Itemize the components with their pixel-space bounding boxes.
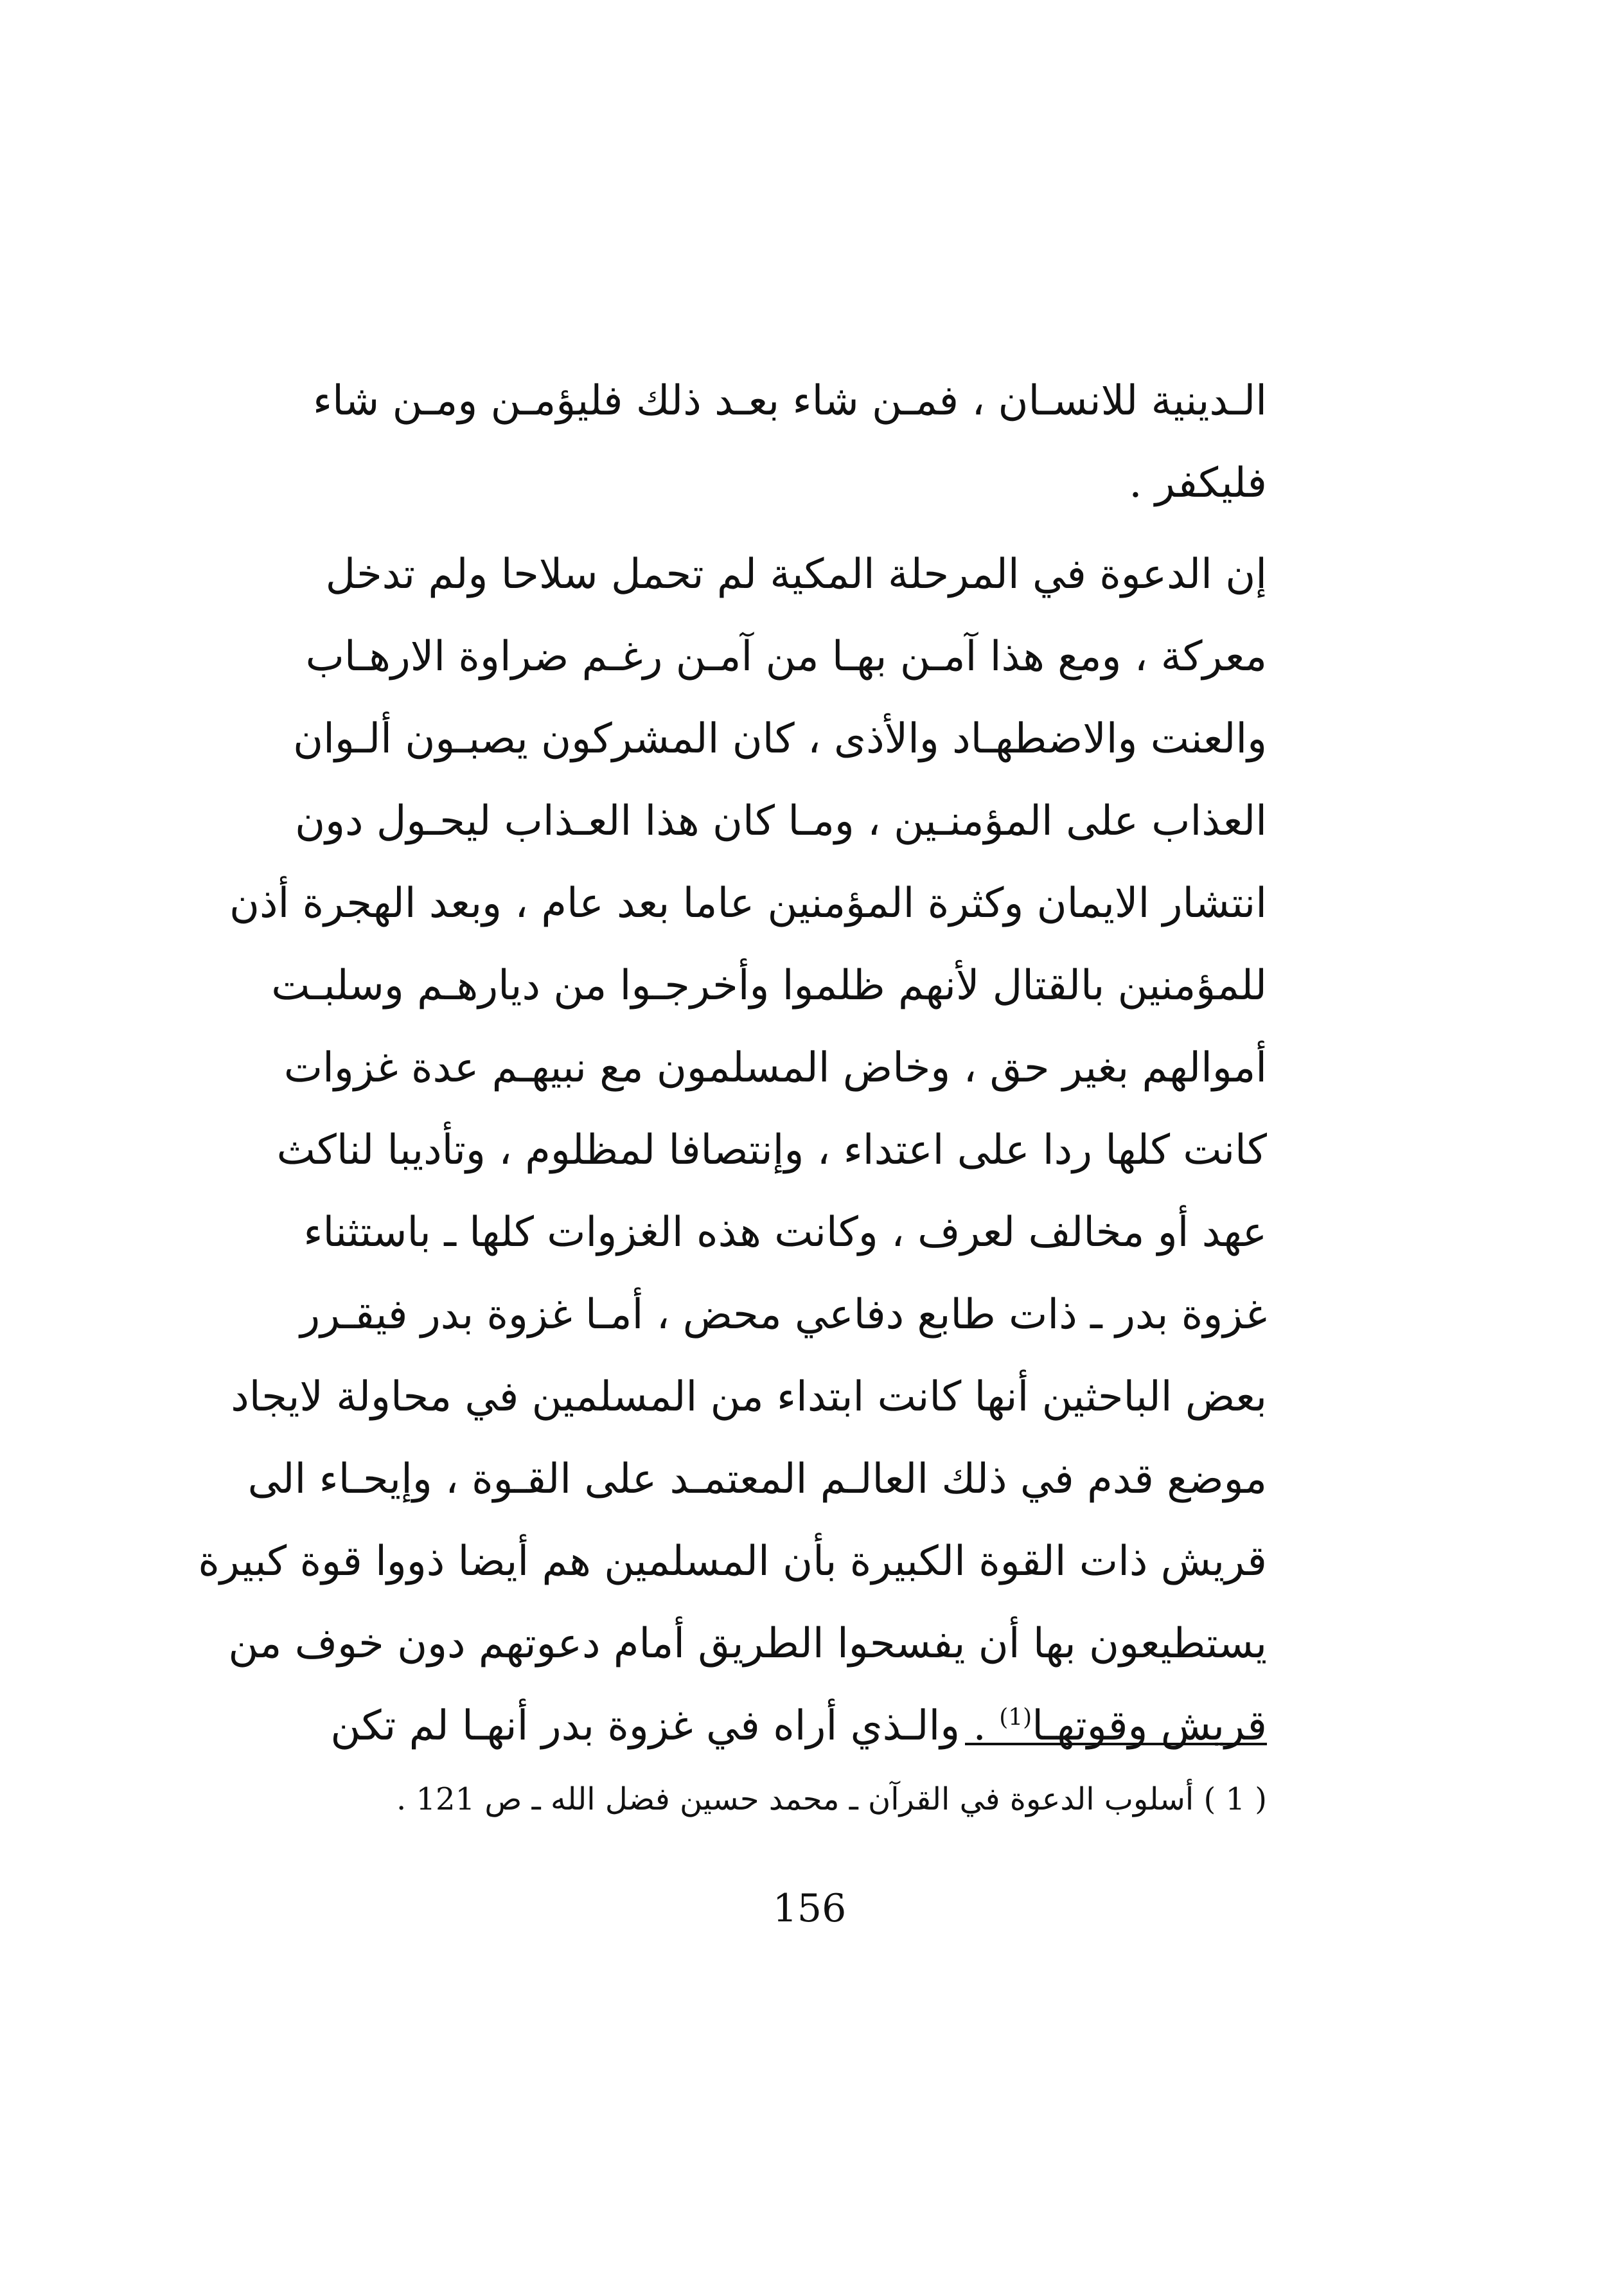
page-number: 156 — [772, 1886, 847, 1931]
footnote-divider — [965, 1743, 1267, 1745]
text-line: الـدينية للانسـان ، فمـن شاء بعـد ذلك فليؤمـن ومـن شاء — [313, 377, 1267, 425]
text-line: انتشار الايمان وكثرة المؤمنين عاما بعد عام ، وبعد الهجرة أذن — [229, 880, 1267, 927]
text-line: موضع قدم في ذلك العالـم المعتمـد على القـوة ، وإيحـاء الى — [247, 1455, 1267, 1503]
text-segment: قريش وقوتهـا — [1032, 1702, 1267, 1750]
text-line: معركة ، ومع هذا آمـن بهـا من آمـن رغـم ضراوة الارهـاب — [305, 633, 1267, 681]
footnote: ( 1 ) أسلوب الدعوة في القرآن ـ محمد حسين فضل الله ـ ص 121 . — [396, 1781, 1267, 1817]
text-line: كانت كلها ردا على اعتداء ، وإنتصافا لمظلوم ، وتأديبا لناكث — [276, 1126, 1267, 1174]
text-line: أموالهم بغير حق ، وخاض المسلمون مع نبيهـم عدة غزوات — [283, 1044, 1267, 1092]
text-line: إن الدعوة في المرحلة المكية لم تحمل سلاحا ولم تدخل — [325, 551, 1267, 598]
paragraph-2 — [198, 533, 1267, 1767]
text-line: غزوة بدر ـ ذات طابع دفاعي محض ، أمـا غزوة بدر فيقـرر — [300, 1291, 1267, 1339]
text-segment: . والـذي أراه في غزوة بدر أنهـا لم تكن — [330, 1702, 1000, 1750]
text-line: عهد أو مخالف لعرف ، وكانت هذه الغزوات كلها ـ باستثناء — [303, 1209, 1267, 1256]
paragraph-1 — [313, 360, 1267, 524]
footnote-mark: (1) — [999, 1704, 1032, 1731]
text-line: للمؤمنين بالقتال لأنهم ظلموا وأخرجـوا من ديارهـم وسلبـت — [271, 962, 1267, 1010]
text-line-with-footnote — [330, 1685, 1267, 1767]
text-line: والعنت والاضطهـاد والأذى ، كان المشركون يصبـون ألـوان — [293, 715, 1267, 763]
text-line: قريش ذات القوة الكبيرة بأن المسلمين هم أيضا ذووا قوة كبيرة — [198, 1538, 1267, 1585]
text-line: بعض الباحثين أنها كانت ابتداء من المسلمين في محاولة لايجاد — [231, 1373, 1267, 1421]
text-line: فليكفر . — [1129, 459, 1267, 507]
text-line: يستطيعون بها أن يفسحوا الطريق أمام دعوتهم دون خوف من — [228, 1620, 1267, 1668]
text-line: العذاب على المؤمنـين ، ومـا كان هذا العـذاب ليحـول دون — [295, 797, 1267, 845]
